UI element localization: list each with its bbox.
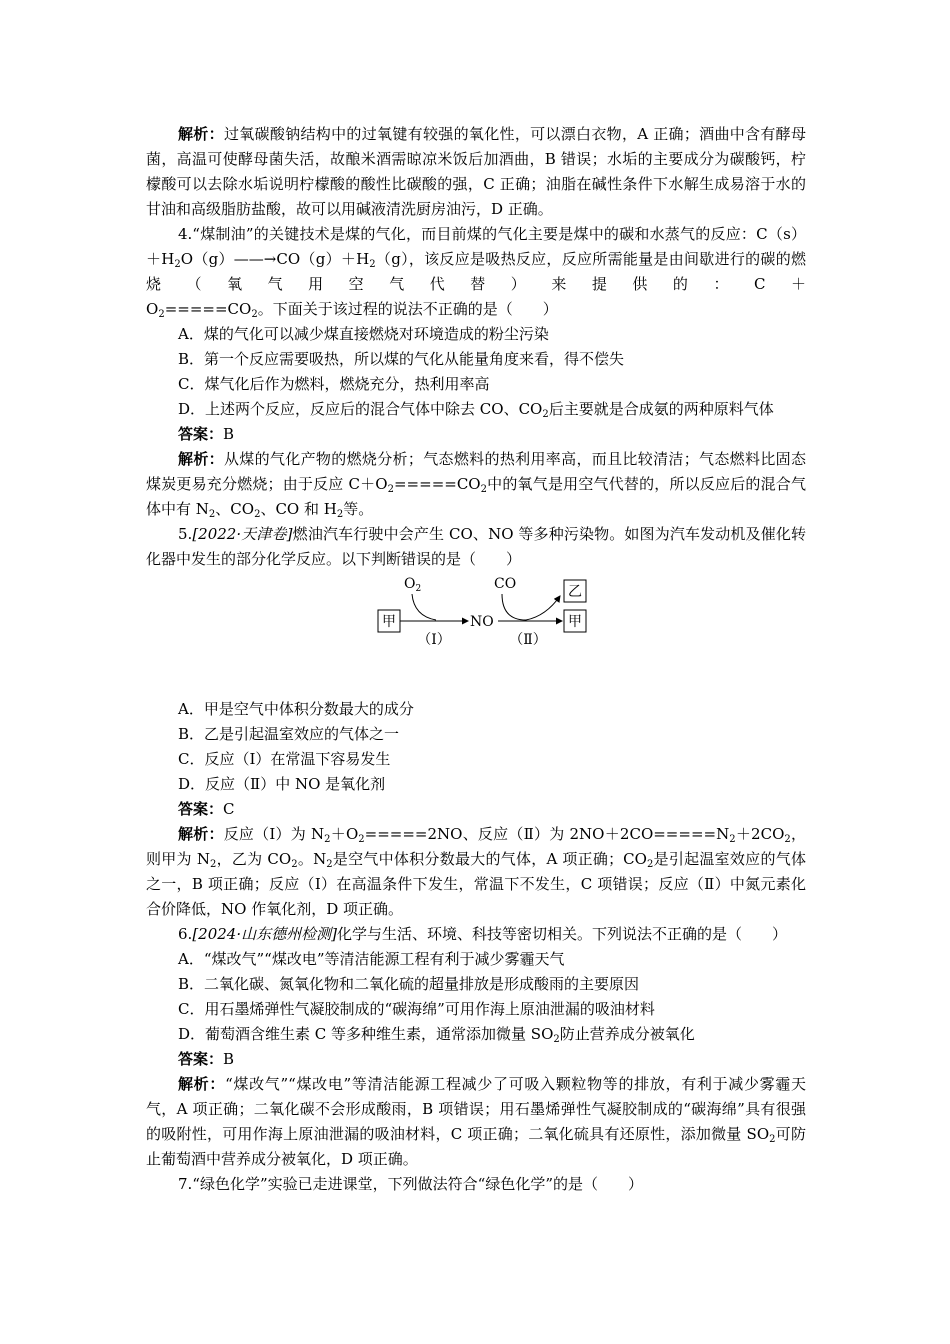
reactant-o2: $O_2$ — [404, 576, 422, 594]
q4-option-b: B．第一个反应需要吸热，所以煤的气化从能量角度来看，得不偿失 — [178, 350, 625, 368]
q6-stem: 6.[2024·山东德州检测]化学与生活、环境、科技等密切相关。下列说法不正确的是（ ） — [178, 925, 787, 943]
reactant-co: CO — [494, 576, 517, 592]
q6-option-d: D．葡萄酒含维生素 C 等多种维生素，通常添加微量 $SO_2$防止营养成分被氧化 — [178, 1025, 695, 1045]
q5-answer: 答案：C — [178, 800, 235, 818]
step2-label: （Ⅱ） — [509, 632, 547, 648]
q5-analysis: 解析：反应（Ⅰ）为 $N_2+O_2=====2NO$、反应（Ⅱ）为 $2NO+2CO=====N_2+2CO_2$，则甲为 $N_2$，乙为 $CO_2$。$N_2$是空气中体积分数最大的气体，A 项正确；$CO_2$是引起温室效应的气体之一，B 项正确；反应（Ⅰ）在高温条件下发生，常温下不发生，C 项错误；反应（Ⅱ）中氮元素化合价降低，NO 作氧化剂，D 项正确。 — [146, 825, 806, 918]
q6-option-a: A．“煤改气”“煤改电”等清洁能源工程有利于减少雾霾天气 — [178, 950, 565, 968]
reaction-diagram — [146, 572, 806, 697]
box-jia-right-label: 甲 — [568, 614, 582, 630]
co-curve — [502, 594, 526, 620]
q4-option-d: D．上述两个反应，反应后的混合气体中除去 CO、$CO_2$后主要就是合成氨的两种原料气体 — [178, 400, 774, 420]
q4-option-c: C．煤气化后作为燃料，燃烧充分，热利用率高 — [178, 375, 490, 393]
document-page — [146, 122, 806, 1197]
q6-analysis: 解析：“煤改气”“煤改电”等清洁能源工程减少了可吸入颗粒物等的排放，有利于减少雾霾天气，A 项正确；二氧化碳不会形成酸雨，B 项错误；用石墨烯弹性气凝胶制成的“碳海绵”具有很强的吸附性，可用作海上原油泄漏的吸油材料，C 项正确；二氧化硫具有还原性，添加微量 $SO_2$可防止葡萄酒中营养成分被氧化，D 项正确。 — [146, 1075, 806, 1168]
q4-option-a: A．煤的气化可以减少煤直接燃烧对环境造成的粉尘污染 — [178, 325, 549, 343]
q4-answer: 答案：B — [178, 425, 235, 443]
q5-option-c: C．反应（Ⅰ）在常温下容易发生 — [178, 750, 391, 768]
q5-source: [2022·天津卷] — [192, 525, 293, 543]
q5-option-a: A．甲是空气中体积分数最大的成分 — [178, 700, 414, 718]
step1-label: （Ⅰ） — [417, 632, 451, 648]
box-yi-label: 乙 — [568, 584, 582, 600]
q4-stem: 4.“煤制油”的关键技术是煤的气化，而目前煤的气化主要是煤中的碳和水蒸气的反应：$C(s)+H_2O(g)——\to CO(g)+H_2(g)$，该反应是吸热反应，反应所需能量是由间歇进行的碳的燃烧（氧气用空气代替）来提供的：$C+O_2=====CO_2$。下面关于该过程的说法不正确的是（ ） — [146, 225, 806, 320]
box-jia-left-label: 甲 — [382, 614, 396, 630]
analysis-label: 解析： — [178, 125, 224, 143]
q3-analysis: 解析：过氧碳酸钠结构中的过氧键有较强的氧化性，可以漂白衣物，A 正确；酒曲中含有酵母菌，高温可使酵母菌失活，故酿米酒需晾凉米饭后加酒曲，B 错误；水垢的主要成分为碳酸钙，柠檬酸可以去除水垢说明柠檬酸的酸性比碳酸的强，C 正确；油脂在碱性条件下水解生成易溶于水的甘油和高级脂肪盐酸，故可以用碱液清洗厨房油污，D 正确。 — [146, 125, 806, 218]
q4-analysis: 解析：从煤的气化产物的燃烧分析；气态燃料的热利用率高，而且比较清洁；气态燃料比固态煤炭更易充分燃烧；由于反应 $C+O_2=====CO_2$中的氧气是用空气代替的，所以反应后的混合气体中有 $N_2$、$CO_2$、CO 和 $H_2$等。 — [146, 450, 806, 520]
q5-stem: 5.[2022·天津卷]燃油汽车行驶中会产生 CO、NO 等多种污染物。如图为汽车发动机及催化转化器中发生的部分化学反应。以下判断错误的是（ ） — [146, 525, 806, 568]
q5-option-d: D．反应（Ⅱ）中 NO 是氧化剂 — [178, 775, 386, 793]
q6-option-b: B．二氧化碳、氮氧化物和二氧化硫的超量排放是形成酸雨的主要原因 — [178, 975, 640, 993]
q5-option-b: B．乙是引起温室效应的气体之一 — [178, 725, 400, 743]
reaction-scheme — [376, 576, 596, 658]
q6-answer: 答案：B — [178, 1050, 235, 1068]
o2-curve — [412, 594, 436, 620]
q7-stem: 7.“绿色化学”实验已走进课堂，下列做法符合“绿色化学”的是（ ） — [178, 1175, 643, 1193]
curve-to-yi — [526, 596, 560, 620]
q6-source: [2024·山东德州检测] — [192, 925, 337, 943]
q6-option-c: C．用石墨烯弹性气凝胶制成的“碳海绵”可用作海上原油泄漏的吸油材料 — [178, 1000, 655, 1018]
middle-no: NO — [470, 614, 494, 630]
